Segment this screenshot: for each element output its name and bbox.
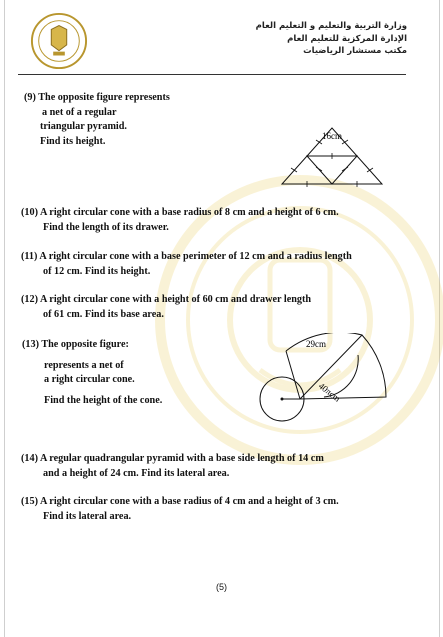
question-10 bbox=[21, 206, 339, 235]
question-11 bbox=[21, 250, 352, 279]
q9-line-1: (9) The opposite figure represents bbox=[24, 92, 170, 103]
page-border-left bbox=[4, 0, 5, 637]
page-number: (5) bbox=[216, 582, 227, 592]
q11-line-2: of 12 cm. Find its height. bbox=[43, 265, 151, 277]
q13-line-4: Find the height of the cone. bbox=[44, 394, 163, 406]
q13-line-1: (13) The opposite figure: bbox=[22, 339, 129, 350]
header-line-1: وزارة التربية والتعليم و التعليم العام bbox=[255, 21, 407, 31]
q14-line-2: and a height of 24 cm. Find its lateral area. bbox=[43, 467, 230, 479]
question-12 bbox=[21, 293, 311, 322]
q10-line-1: (10) A right circular cone with a base radius of 8 cm and a height of 6 cm. bbox=[21, 207, 339, 218]
question-14 bbox=[21, 452, 324, 481]
q12-line-2: of 61 cm. Find its base area. bbox=[43, 308, 164, 320]
q13-line-3: a right circular cone. bbox=[44, 374, 135, 385]
header-line-2: الإدارة المركزية للتعليم العام bbox=[287, 33, 407, 44]
q14-line-1: (14) A regular quadrangular pyramid with a base side length of 14 cm bbox=[21, 453, 324, 464]
q13-line-2: represents a net of bbox=[44, 359, 124, 371]
q11-line-1: (11) A right circular cone with a base perimeter of 12 cm and a radius length bbox=[21, 251, 352, 262]
q13-arc-label: 29cm bbox=[306, 339, 326, 349]
question-15 bbox=[21, 495, 339, 524]
question-9 bbox=[24, 91, 170, 149]
q10-line-2: Find the length of its drawer. bbox=[43, 221, 169, 233]
question-13 bbox=[22, 338, 162, 408]
q9-line-3: triangular pyramid. bbox=[40, 121, 127, 132]
ministry-header bbox=[227, 20, 407, 58]
header-rule bbox=[18, 74, 406, 75]
q12-line-1: (12) A right circular cone with a height of 60 cm and drawer length bbox=[21, 294, 312, 305]
q9-line-4: Find its height. bbox=[40, 135, 106, 147]
q15-line-2: Find its lateral area. bbox=[43, 510, 132, 522]
q9-line-2: a net of a regular bbox=[42, 106, 117, 118]
q13-slant-label: 40πcm bbox=[316, 380, 343, 404]
pyramid-net-figure bbox=[278, 122, 388, 188]
q15-line-1: (15) A right circular cone with a base radius of 4 cm and a height of 3 cm. bbox=[21, 496, 339, 507]
header-line-3: مكتب مستشار الرياضيات bbox=[303, 46, 407, 56]
ministry-logo bbox=[30, 12, 88, 70]
cone-net-figure bbox=[254, 333, 404, 428]
q9-dimension-label: 16cm bbox=[322, 131, 342, 141]
